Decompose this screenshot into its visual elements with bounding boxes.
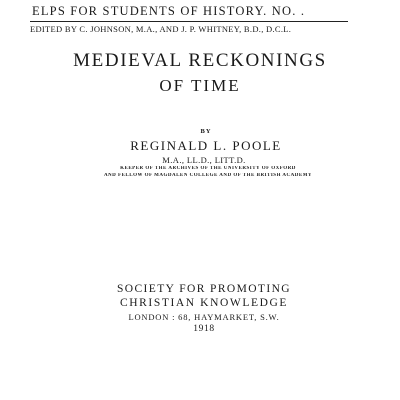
header-rule [30,21,348,22]
by-label: BY [200,128,212,135]
editors-line: EDITED BY C. JOHNSON, M.A., AND J. P. WHITNEY, B.D., D.C.L. [30,24,292,34]
book-title-line-2: OF TIME [159,76,241,95]
publisher-line-2: CHRISTIAN KNOWLEDGE [119,297,289,309]
publication-year: 1918 [193,324,215,334]
publisher-line-1: SOCIETY FOR PROMOTING [116,283,291,295]
publisher-address: LONDON : 68, HAYMARKET, S.W. [128,312,280,322]
author-position-line-1: KEEPER OF THE ARCHIVES OF THE UNIVERSITY OF OXFORD [120,166,296,171]
author-name: REGINALD L. POOLE [130,138,282,153]
book-title-line-1: MEDIEVAL RECKONINGS [73,50,327,71]
series-title: ELPS FOR STUDENTS OF HISTORY. NO. . [32,4,306,18]
author-degrees: M.A., LL.D., LITT.D. [162,155,246,165]
author-position-line-2: AND FELLOW OF MAGDALEN COLLEGE AND OF THE BRITISH ACADEMY [103,173,313,178]
